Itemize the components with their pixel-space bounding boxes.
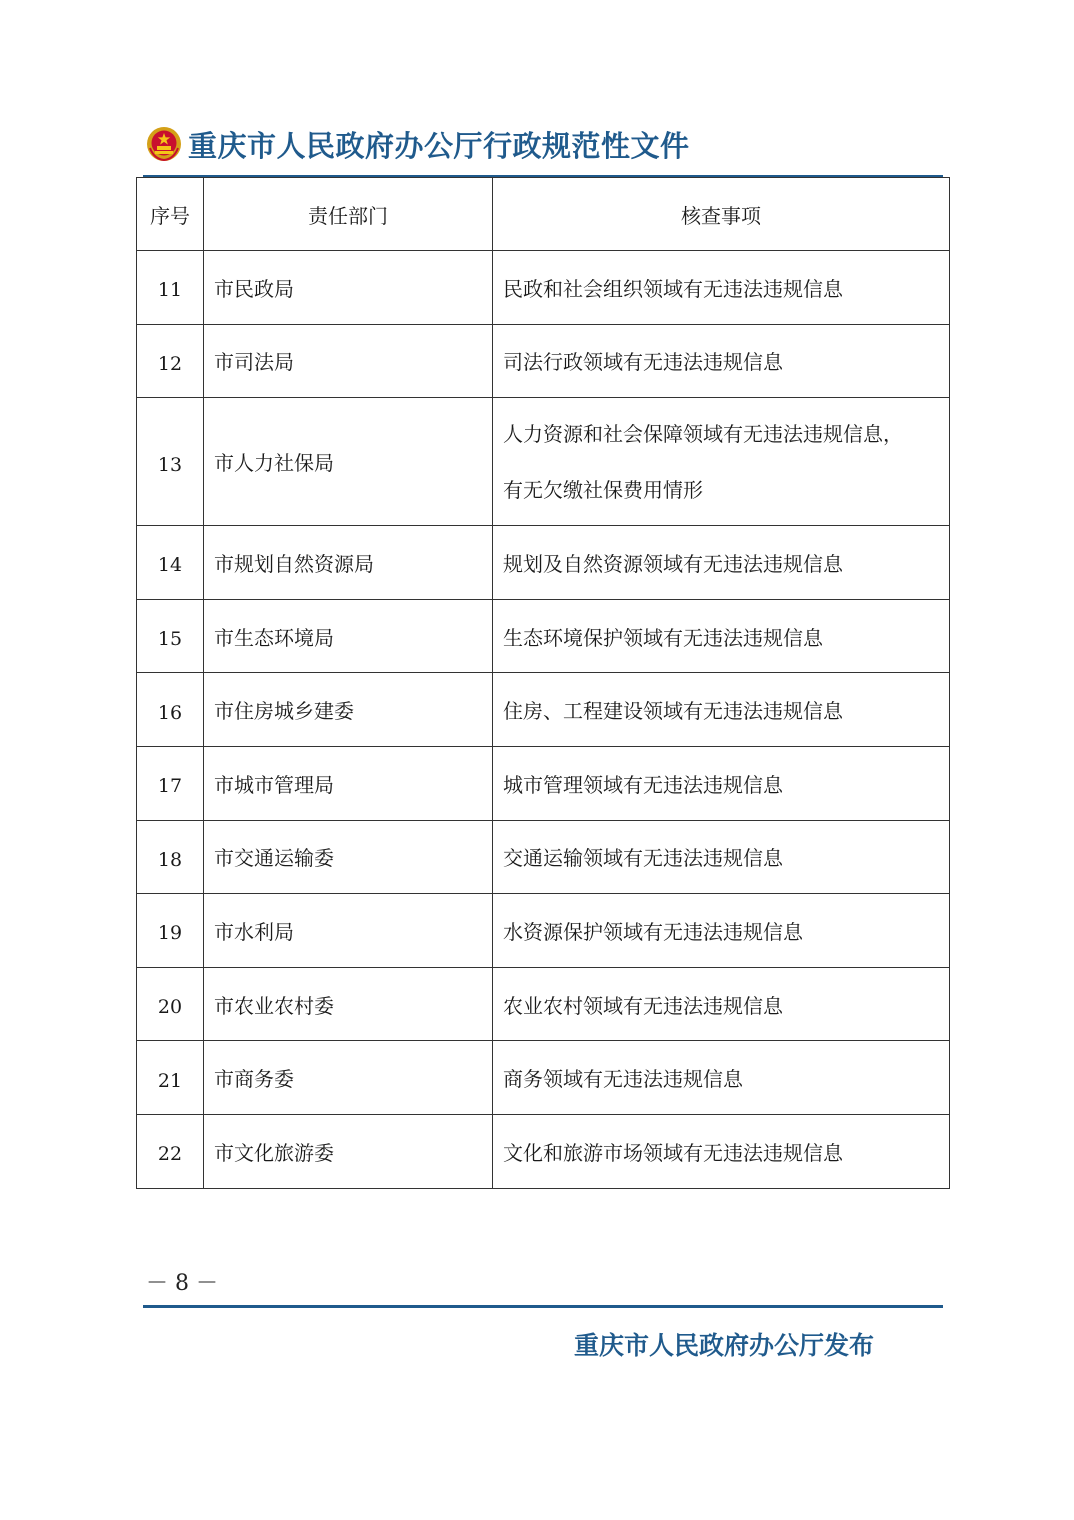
- row-check-item: 生态环境保护领域有无违法违规信息: [493, 599, 950, 673]
- table-row: [137, 526, 950, 600]
- column-header-dept: 责任部门: [204, 178, 493, 251]
- row-number: 18: [137, 820, 204, 894]
- row-number: 22: [137, 1114, 204, 1188]
- table-row: [137, 820, 950, 894]
- table-row: [137, 894, 950, 968]
- row-department: 市生态环境局: [204, 599, 493, 673]
- row-department: 市农业农村委: [204, 967, 493, 1041]
- document-header-title: 重庆市人民政府办公厅行政规范性文件: [188, 128, 690, 163]
- table-row: [137, 599, 950, 673]
- row-number: 17: [137, 746, 204, 820]
- row-department: 市民政局: [204, 251, 493, 325]
- row-department: 市住房城乡建委: [204, 673, 493, 747]
- column-header-item: 核查事项: [493, 178, 950, 251]
- row-check-item: 商务领域有无违法违规信息: [493, 1041, 950, 1115]
- row-department: 市城市管理局: [204, 746, 493, 820]
- row-department: 市交通运输委: [204, 820, 493, 894]
- row-check-item: 民政和社会组织领域有无违法违规信息: [493, 251, 950, 325]
- column-header-no: 序号: [137, 178, 204, 251]
- table-row: [137, 1114, 950, 1188]
- table-row: [137, 324, 950, 398]
- row-number: 11: [137, 251, 204, 325]
- row-number: 19: [137, 894, 204, 968]
- row-department: 市人力社保局: [204, 398, 493, 526]
- row-check-item: 城市管理领域有无违法违规信息: [493, 746, 950, 820]
- row-number: 13: [137, 398, 204, 526]
- publisher-label: 重庆市人民政府办公厅发布: [574, 1331, 875, 1360]
- row-number: 20: [137, 967, 204, 1041]
- row-department: 市文化旅游委: [204, 1114, 493, 1188]
- row-check-item: 农业农村领域有无违法违规信息: [493, 967, 950, 1041]
- row-check-item: 水资源保护领域有无违法违规信息: [493, 894, 950, 968]
- table-row: [137, 398, 950, 526]
- table-row: [137, 1041, 950, 1115]
- table-header-row: [137, 178, 950, 251]
- check-item-line: 有无欠缴社保费用情形: [503, 477, 703, 502]
- page-number: － 8 －: [146, 1271, 218, 1296]
- footer-divider: [143, 1305, 943, 1308]
- row-department: 市水利局: [204, 894, 493, 968]
- row-check-item: 文化和旅游市场领域有无违法违规信息: [493, 1114, 950, 1188]
- table-row: [137, 967, 950, 1041]
- check-item-line: 人力资源和社会保障领域有无违法违规信息，: [503, 421, 903, 446]
- row-check-item: 规划及自然资源领域有无违法违规信息: [493, 526, 950, 600]
- row-department: 市司法局: [204, 324, 493, 398]
- national-emblem-icon: [146, 126, 182, 162]
- row-number: 14: [137, 526, 204, 600]
- row-check-item: 司法行政领域有无违法违规信息: [493, 324, 950, 398]
- responsibility-table: [136, 177, 950, 1189]
- table-row: [137, 251, 950, 325]
- row-check-item: 住房、工程建设领域有无违法违规信息: [493, 673, 950, 747]
- row-number: 16: [137, 673, 204, 747]
- row-number: 21: [137, 1041, 204, 1115]
- table-row: [137, 673, 950, 747]
- row-department: 市商务委: [204, 1041, 493, 1115]
- row-number: 12: [137, 324, 204, 398]
- document-header: [146, 122, 690, 166]
- row-number: 15: [137, 599, 204, 673]
- table-row: [137, 746, 950, 820]
- row-check-item: 交通运输领域有无违法违规信息: [493, 820, 950, 894]
- row-check-item: [493, 398, 950, 526]
- row-department: 市规划自然资源局: [204, 526, 493, 600]
